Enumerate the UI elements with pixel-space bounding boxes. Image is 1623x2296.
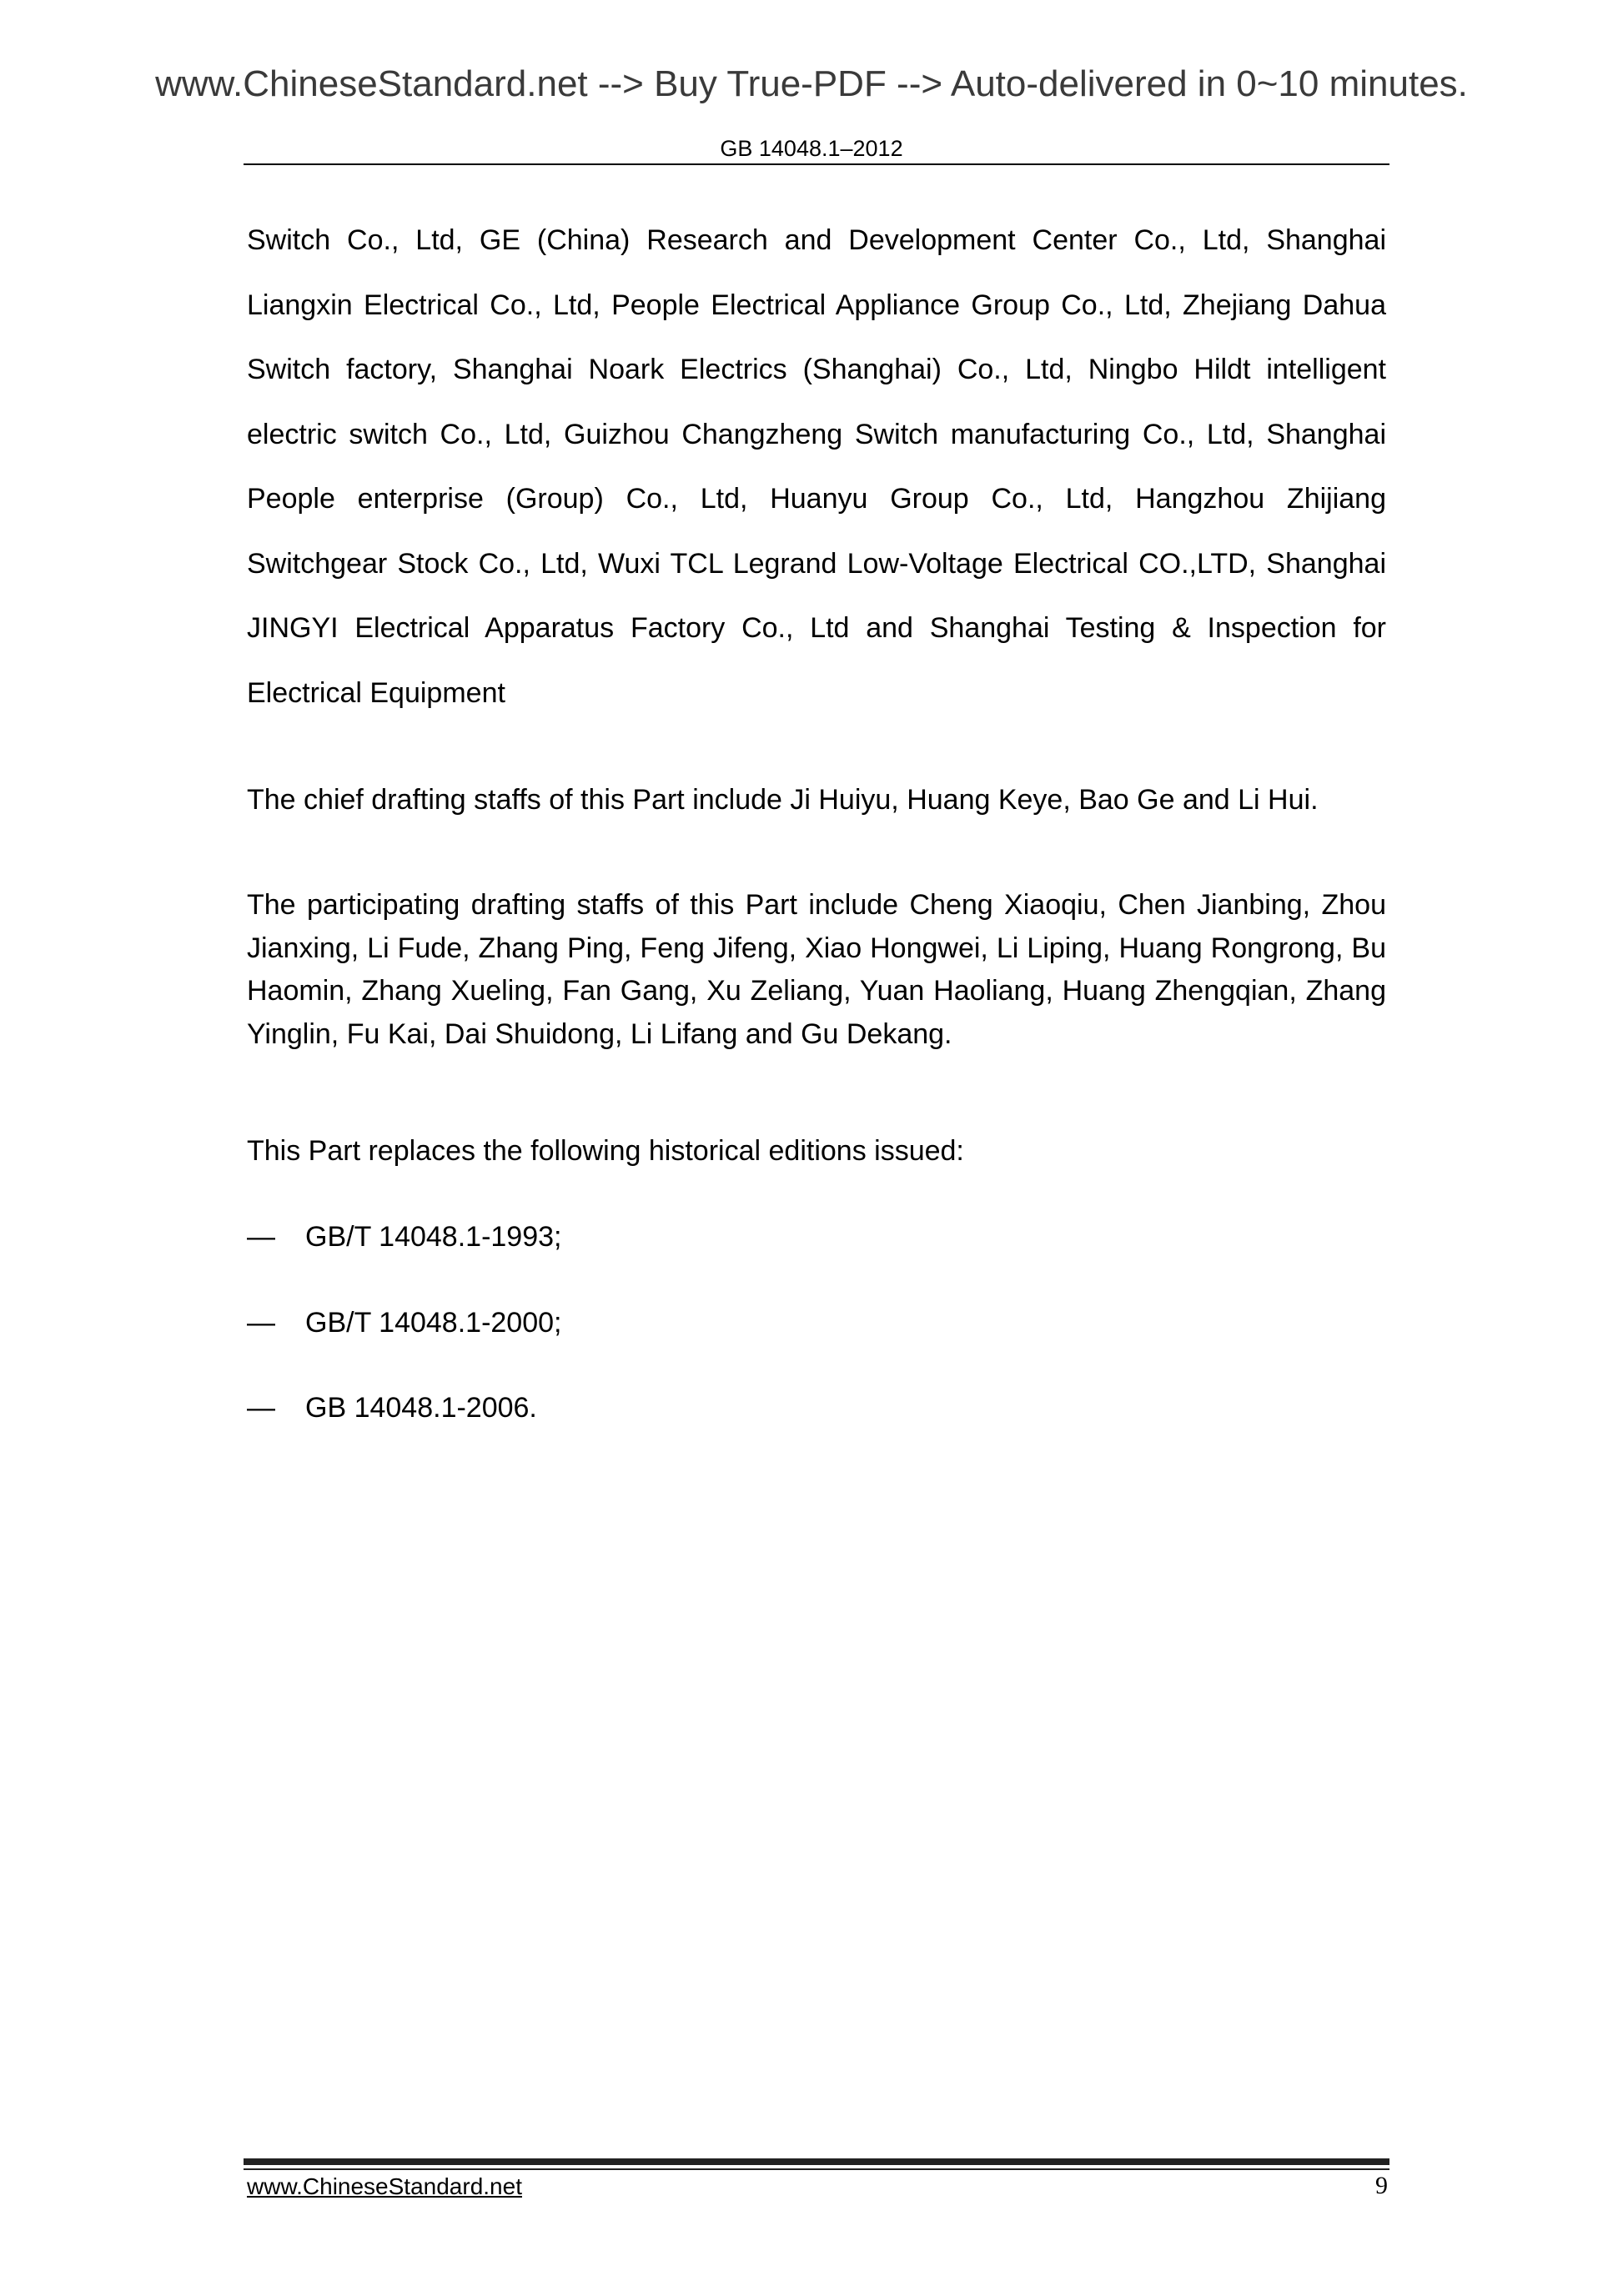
chief-drafters-paragraph: The chief drafting staffs of this Part include Ji Huiyu, Huang Keye, Bao Ge and Li Hui. [247,784,1319,816]
header-divider [244,163,1389,165]
standard-code: GB 14048.1–2012 [720,136,903,161]
list-item [247,1389,537,1427]
list-dash: — [247,1392,275,1424]
footer-divider-thin [244,2168,1389,2170]
list-item [247,1304,561,1342]
edition-text: GB/T 14048.1-2000; [305,1307,562,1339]
participating-drafters-paragraph: The participating drafting staffs of this Part include Cheng Xiaoqiu, Chen Jianbing, Zhou Jianxing, Li Fude, Zhang Ping, Feng Jifeng, Xiao Hongwei, Li Liping, Huang Rongrong, Bu Haomin, Zhang Xueling, Fan Gang, Xu Zeliang, Yuan Haoliang, Huang Zhengqian, Zhang Yinglin, Fu Kai, Dai Shuidong, Li Lifang and Gu Dekang. [247,889,1386,1050]
edition-text: GB/T 14048.1-1993; [305,1221,562,1253]
page-number: 9 [1375,2172,1388,2199]
drafting-organizations-paragraph: Switch Co., Ltd, GE (China) Research and Development Center Co., Ltd, Shanghai Liangxin Electrical Co., Ltd, People Electrical Appliance Group Co., Ltd, Zhejiang Dahua Switch factory, Shanghai Noark Electrics (Shanghai) Co., Ltd, Ningbo Hildt intelligent electric switch Co., Ltd, Guizhou Changzheng Switch manufacturing Co., Ltd, Shanghai People enterprise (Group) Co., Ltd, Huanyu Group Co., Ltd, Hangzhou Zhijiang Switchgear Stock Co., Ltd, Wuxi TCL Legrand Low-Voltage Electrical CO.,LTD, Shanghai JINGYI Electrical Apparatus Factory Co., Ltd and Shanghai Testing & Inspection for Electrical Equipment [247,224,1386,709]
edition-text: GB 14048.1-2006. [305,1392,537,1424]
replaced-editions-intro: This Part replaces the following historical editions issued: [247,1135,964,1167]
list-item [247,1218,561,1256]
footer-divider-thick [244,2158,1389,2165]
site-banner: www.ChineseStandard.net --> Buy True-PDF --> Auto-delivered in 0~10 minutes. [155,63,1468,104]
list-dash: — [247,1307,275,1339]
list-dash: — [247,1221,275,1253]
footer-website-link[interactable]: www.ChineseStandard.net [247,2173,522,2199]
